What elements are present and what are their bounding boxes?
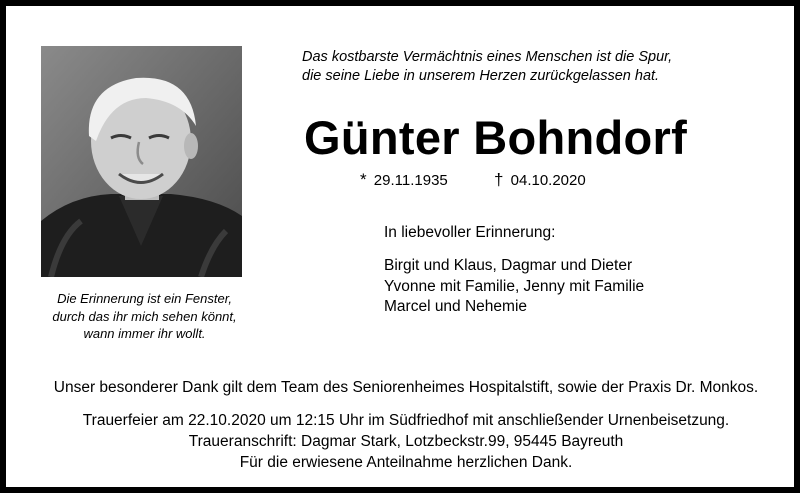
mourner-line: Marcel und Nehemie: [384, 298, 528, 315]
death-date-group: [494, 170, 586, 191]
funeral-info: [6, 410, 800, 473]
portrait-image: [41, 46, 242, 277]
motto-line: Die Erinnerung ist ein Fenster,: [57, 291, 232, 306]
mourner-line: Yvonne mit Familie, Jenny mit Familie: [384, 277, 645, 295]
funeral-service-line: Trauerfeier am 22.10.2020 um 12:15 Uhr im Südfriedhof mit anschließender Urnenbeisetzung.: [82, 412, 730, 429]
portrait-photo: [41, 46, 242, 277]
birth-date: 29.11.1935: [373, 172, 448, 189]
quote-line: Das kostbarste Vermächtnis eines Menschen ist die Spur,: [302, 49, 673, 65]
gratitude-line: Für die erwiesene Anteilnahme herzlichen Dank.: [239, 454, 573, 471]
motto-line: wann immer ihr wollt.: [83, 326, 206, 341]
mourner-line: Birgit und Klaus, Dagmar und Dieter: [384, 257, 633, 274]
thanks-line: Unser besonderer Dank gilt dem Team des Seniorenheimes Hospitalstift, sowie der Praxis Dr. Monkos.: [53, 379, 759, 396]
birth-date-group: [360, 172, 448, 189]
remembrance-heading: In liebevoller Erinnerung:: [384, 224, 556, 241]
birth-symbol: *: [360, 170, 367, 189]
death-symbol: †: [494, 170, 504, 189]
quote: [302, 48, 672, 86]
photo-motto: [41, 290, 248, 343]
deceased-name: Günter Bohndorf: [304, 111, 688, 164]
life-dates: [360, 170, 586, 191]
death-date: 04.10.2020: [510, 172, 586, 189]
mourning-address-line: Traueranschrift: Dagmar Stark, Lotzbeckstr.99, 95445 Bayreuth: [188, 433, 624, 450]
mourners-list: [384, 256, 644, 318]
quote-line: die seine Liebe in unserem Herzen zurückgelassen hat.: [302, 68, 660, 84]
motto-line: durch das ihr mich sehen könnt,: [52, 308, 237, 324]
